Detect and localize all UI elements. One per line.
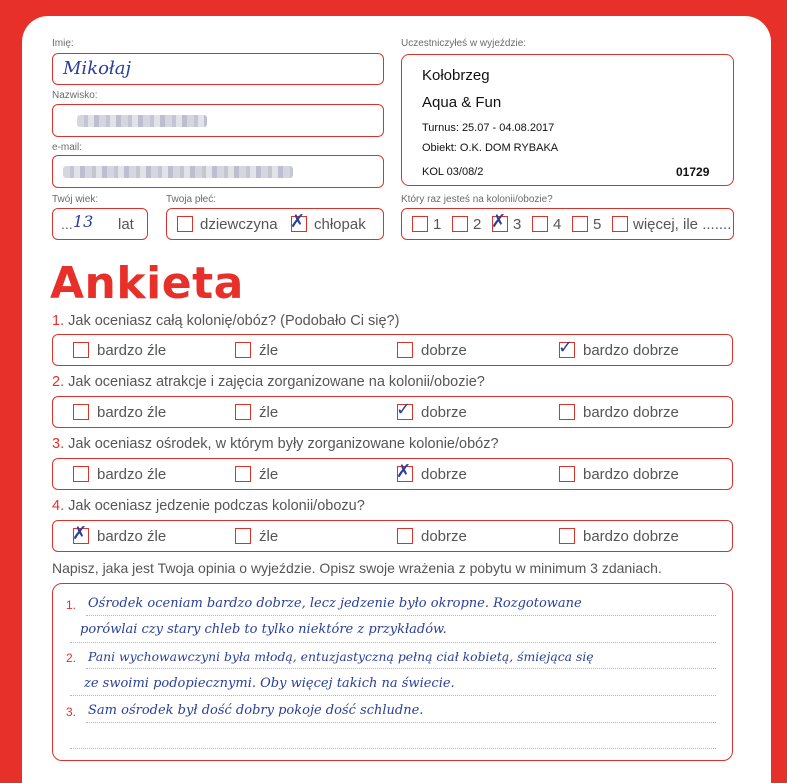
times-3-mark: ✗ — [491, 211, 507, 232]
q2-option-4-checkbox[interactable] — [559, 404, 575, 420]
camp-info-box — [401, 54, 734, 186]
q1-option-4-mark: ✓ — [558, 337, 574, 358]
opinion-rule — [86, 615, 716, 616]
times-2-label: 2 — [473, 216, 482, 233]
times-more-checkbox[interactable] — [612, 216, 628, 232]
opinion-line-4: ze swoimi podopiecznymi. Oby więcej takich na świecie. — [84, 676, 455, 691]
gender-female-checkbox[interactable] — [177, 216, 193, 232]
question-3 — [52, 436, 499, 452]
age-label: Twój wiek: — [52, 194, 99, 205]
camp-city: Kołobrzeg — [422, 67, 490, 84]
opinion-rule — [70, 748, 716, 749]
question-4 — [52, 498, 365, 514]
times-1-label: 1 — [433, 216, 442, 233]
opinion-line-2: porówlai czy stary chleb to tylko niektóre z przykładów. — [80, 622, 447, 637]
q3-option-3-checkbox[interactable] — [396, 461, 413, 482]
question-3-options — [52, 458, 733, 490]
opinion-line-3: Pani wychowawczyni była młodą, entuzjastyczną pełną ciał kobietą, śmiejąca się — [88, 649, 594, 664]
q4-option-1-checkbox[interactable] — [72, 523, 89, 544]
question-2-number: 2. — [52, 374, 65, 390]
q3-option-3-label: dobrze — [421, 466, 467, 483]
name-label: Imię: — [52, 38, 74, 49]
question-1-number: 1. — [52, 313, 65, 329]
q4-option-4-label: bardzo dobrze — [583, 528, 679, 545]
opinion-rule — [70, 642, 716, 643]
participation-label: Uczestniczyłeś w wyjeździe: — [401, 38, 527, 49]
q4-option-3-label: dobrze — [421, 528, 467, 545]
q1-option-4-checkbox[interactable] — [558, 337, 575, 358]
question-1 — [52, 313, 399, 329]
times-4-label: 4 — [553, 216, 562, 233]
q3-option-2-checkbox[interactable] — [235, 466, 251, 482]
email-field[interactable] — [52, 155, 384, 188]
times-field — [401, 208, 734, 240]
q2-option-4-label: bardzo dobrze — [583, 404, 679, 421]
gender-label: Twoja płeć: — [166, 194, 217, 205]
age-field[interactable] — [52, 208, 148, 240]
name-value: Mikołaj — [63, 58, 132, 79]
opinion-rule — [86, 722, 716, 723]
q4-option-2-label: źle — [259, 528, 279, 545]
question-2-options — [52, 396, 733, 428]
times-4-checkbox[interactable] — [532, 216, 548, 232]
q4-option-4-checkbox[interactable] — [559, 528, 575, 544]
q1-option-3-checkbox[interactable] — [397, 342, 413, 358]
times-more-label: więcej, ile ....... — [633, 216, 732, 233]
q2-option-3-checkbox[interactable] — [396, 399, 413, 420]
q4-option-1-label: bardzo źle — [97, 528, 167, 545]
q1-option-2-label: źle — [259, 342, 279, 359]
name-field[interactable] — [52, 53, 384, 85]
age-dots: ... — [61, 216, 73, 232]
gender-male-mark: ✗ — [290, 211, 306, 232]
q2-option-2-label: źle — [259, 404, 279, 421]
times-3-label: 3 — [513, 216, 522, 233]
question-1-text: Jak oceniasz całą kolonię/obóz? (Podobało Ci się?) — [68, 313, 400, 329]
opinion-line-1: Ośrodek oceniam bardzo dobrze, lecz jedzenie było okropne. Rozgotowane — [88, 596, 582, 611]
q2-option-1-checkbox[interactable] — [73, 404, 89, 420]
q3-option-1-label: bardzo źle — [97, 466, 167, 483]
gender-male-checkbox[interactable] — [290, 211, 307, 232]
surname-field[interactable] — [52, 104, 384, 137]
opinion-number-1: 1. — [66, 598, 77, 612]
q1-option-1-label: bardzo źle — [97, 342, 167, 359]
gender-male-label: chłopak — [314, 216, 366, 233]
q3-option-2-label: źle — [259, 466, 279, 483]
opinion-prompt: Napisz, jaka jest Twoja opinia o wyjeździe. Opisz swoje wrażenia z pobytu w minimum 3 zdaniach. — [52, 560, 662, 576]
camp-obiekt: Obiekt: O.K. DOM RYBAKA — [422, 142, 559, 154]
opinion-rule — [86, 668, 716, 669]
age-unit: lat — [118, 216, 134, 233]
q3-option-4-label: bardzo dobrze — [583, 466, 679, 483]
camp-name: Aqua & Fun — [422, 94, 502, 111]
q1-option-2-checkbox[interactable] — [235, 342, 251, 358]
opinion-number-2: 2. — [66, 651, 77, 665]
times-5-checkbox[interactable] — [572, 216, 588, 232]
q2-option-1-label: bardzo źle — [97, 404, 167, 421]
email-label: e-mail: — [52, 142, 83, 153]
gender-female-label: dziewczyna — [200, 216, 278, 233]
q1-option-4-label: bardzo dobrze — [583, 342, 679, 359]
question-4-number: 4. — [52, 498, 65, 514]
times-label: Który raz jesteś na kolonii/obozie? — [401, 194, 553, 205]
opinion-line-5: Sam ośrodek był dość dobry pokoje dość schludne. — [88, 703, 424, 718]
camp-number: 01729 — [676, 165, 710, 179]
q4-option-2-checkbox[interactable] — [235, 528, 251, 544]
times-3-checkbox[interactable] — [491, 211, 508, 232]
question-4-options — [52, 520, 733, 552]
question-2-text: Jak oceniasz atrakcje i zajęcia zorganizowane na kolonii/obozie? — [68, 374, 485, 390]
question-4-text: Jak oceniasz jedzenie podczas kolonii/obozu? — [68, 498, 365, 514]
surname-redacted — [77, 115, 207, 127]
survey-title: Ankieta — [50, 258, 244, 309]
times-5-label: 5 — [593, 216, 602, 233]
q2-option-2-checkbox[interactable] — [235, 404, 251, 420]
q3-option-1-checkbox[interactable] — [73, 466, 89, 482]
q3-option-3-mark: ✗ — [396, 461, 412, 482]
q3-option-4-checkbox[interactable] — [559, 466, 575, 482]
q1-option-1-checkbox[interactable] — [73, 342, 89, 358]
question-3-text: Jak oceniasz ośrodek, w którym były zorganizowane kolonie/obóz? — [68, 436, 499, 452]
question-1-options — [52, 334, 733, 366]
q4-option-3-checkbox[interactable] — [397, 528, 413, 544]
q1-option-3-label: dobrze — [421, 342, 467, 359]
q2-option-3-label: dobrze — [421, 404, 467, 421]
question-3-number: 3. — [52, 436, 65, 452]
email-redacted — [63, 166, 293, 178]
camp-turnus: Turnus: 25.07 - 04.08.2017 — [422, 122, 555, 134]
age-value: 13 — [73, 212, 94, 231]
times-2-checkbox[interactable] — [452, 216, 468, 232]
question-2 — [52, 374, 485, 390]
camp-kol: KOL 03/08/2 — [422, 166, 484, 178]
q2-option-3-mark: ✓ — [396, 399, 412, 420]
opinion-rule — [70, 695, 716, 696]
gender-field — [166, 208, 384, 240]
times-1-checkbox[interactable] — [412, 216, 428, 232]
opinion-number-3: 3. — [66, 705, 77, 719]
surname-label: Nazwisko: — [52, 90, 98, 101]
q4-option-1-mark: ✗ — [72, 523, 88, 544]
